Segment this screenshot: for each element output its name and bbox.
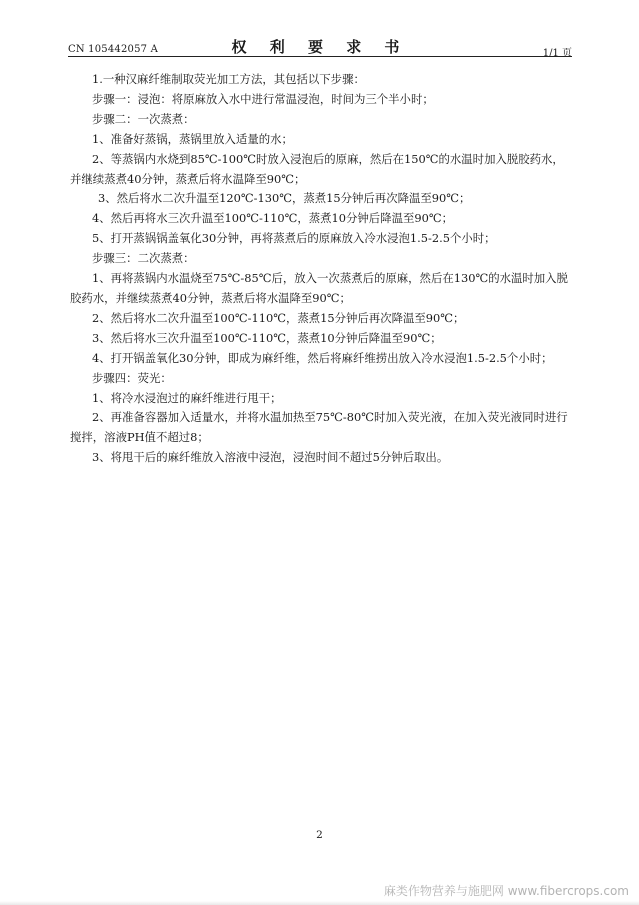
claim-paragraph: 步骤一：浸泡：将原麻放入水中进行常温浸泡，时间为三个半小时； [92, 91, 434, 106]
claim-paragraph: 2、然后将水二次升温至100℃-110℃，蒸煮15分钟后再次降温至90℃； [92, 310, 465, 325]
claim-paragraph: 4、然后再将水三次升温至100℃-110℃，蒸煮10分钟后降温至90℃； [92, 211, 453, 226]
claim-paragraph: 3、然后将水二次升温至120℃-130℃，蒸煮15分钟后再次降温至90℃； [98, 191, 471, 206]
claim-paragraph: 5、打开蒸锅锅盖氧化30分钟，再将蒸煮后的原麻放入冷水浸泡1.5-2.5个小时； [92, 231, 496, 246]
claim-paragraph: 1、将冷水浸泡过的麻纤维进行甩干； [92, 390, 282, 405]
claim-paragraph: 1、准备好蒸锅，蒸锅里放入适量的水； [92, 131, 293, 146]
claim-paragraph: 步骤四：荧光： [92, 370, 172, 385]
claim-paragraph: 步骤二：一次蒸煮： [92, 111, 195, 126]
claim-paragraph: 4、打开锅盖氧化30分钟，即成为麻纤维，然后将麻纤维捞出放入冷水浸泡1.5-2.5个小时； [92, 350, 553, 365]
claim-paragraph: 步骤三：二次蒸煮： [92, 251, 195, 266]
page-number: 2 [316, 829, 323, 841]
claim-paragraph: 3、然后将水三次升温至100℃-110℃，蒸煮10分钟后降温至90℃； [92, 330, 442, 345]
page-count: 1/1 页 [542, 48, 572, 59]
scan-edge [0, 901, 639, 905]
claim-paragraph: 2、再准备容器加入适量水，并将水温加热至75℃-80℃时加入荧光液，在加入荧光液同时进行搅拌，溶液PH值不超过8； [70, 410, 568, 445]
claim-paragraph: 3、将甩干后的麻纤维放入溶液中浸泡，浸泡时间不超过5分钟后取出。 [92, 450, 449, 465]
claims-body [70, 70, 570, 468]
claim-paragraph: 2、等蒸锅内水烧到85℃-100℃时放入浸泡后的原麻，然后在150℃的水温时加入脱胶药水，并继续蒸煮40分钟，蒸煮后将水温降至90℃； [70, 151, 564, 186]
page-header [68, 36, 572, 57]
document-title: 权 利 要 求 书 [231, 38, 409, 56]
claim-paragraph: 1.一种汉麻纤维制取荧光加工方法，其包括以下步骤： [92, 72, 365, 86]
claim-paragraph: 1、再将蒸锅内水温烧至75℃-85℃后，放入一次蒸煮后的原麻，然后在130℃的水温时加入脱胶药水，并继续蒸煮40分钟，蒸煮后将水温降至90℃； [70, 271, 568, 305]
publication-number: CN 105442057 A [68, 44, 159, 55]
site-watermark: 麻类作物营养与施肥网 www.fibercrops.com [383, 884, 629, 898]
